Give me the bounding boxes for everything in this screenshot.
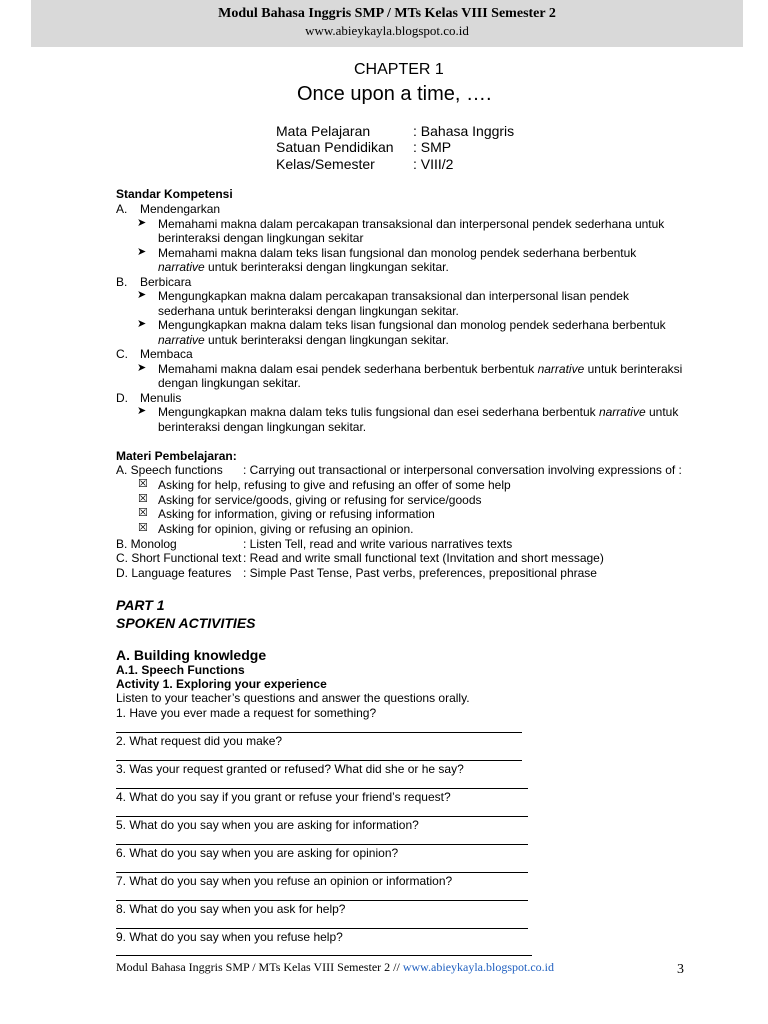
materi-sub-4: Asking for opinion, giving or refusing an opinion. [158,522,414,536]
standar-a-label: Mendengarkan [140,202,221,216]
section-sub: A.1. Speech Functions [116,663,245,677]
materi-title: Materi Pembelajaran: [116,449,237,463]
answer-line[interactable] [116,900,528,901]
question-5: 5. What do you say when you are asking for information? [116,818,419,832]
header-title: Modul Bahasa Inggris SMP / MTs Kelas VIII Semester 2 [218,6,556,21]
info-label-subject: Mata Pelajaran [276,123,371,139]
materi-c-value: : Read and write small functional text (Invitation and short message) [243,551,604,565]
standar-a-b1-l1: Memahami makna dalam percakapan transaksional dan interpersonal pendek sederhana untuk [158,217,665,231]
standar-c-b1-l1-a: Memahami makna dalam esai pendek sederhana berbentuk berbentuk [158,362,538,376]
page-number: 3 [677,962,684,977]
answer-line[interactable] [116,788,528,789]
checkbox-x-icon: ☒ [138,507,148,519]
question-6: 6. What do you say when you are asking for opinion? [116,846,399,860]
question-9: 9. What do you say when you refuse help? [116,930,343,944]
answer-line[interactable] [116,928,528,929]
info-value-subject: : Bahasa Inggris [413,123,515,139]
part-title: SPOKEN ACTIVITIES [116,615,256,631]
standar-c-b1-l1-b: untuk berinteraksi [584,362,683,376]
standar-b-b2-l2 [158,334,449,346]
section-title: A. Building knowledge [116,647,267,663]
info-value-class: : VIII/2 [413,156,454,172]
question-8: 8. What do you say when you ask for help? [116,902,346,916]
arrow-bullet-icon: ➤ [137,362,147,374]
activity-title: Activity 1. Exploring your experience [116,677,327,691]
standar-d-b1-l1 [158,406,678,418]
standar-a-letter: A. [116,202,128,216]
chapter-title: Once upon a time, …. [297,83,492,105]
materi-a-value: : Carrying out transactional or interpersonal conversation involving expressions of : [243,463,682,477]
em-narrative: narrative [598,405,646,419]
info-value-school: : SMP [413,139,452,155]
standar-b-b2-l2-rest: untuk berinteraksi dengan lingkungan sekitar. [204,333,449,347]
question-1: 1. Have you ever made a request for something? [116,706,377,720]
answer-line[interactable] [116,732,522,733]
standar-b-b2-l1: Mengungkapkan makna dalam teks lisan fungsional dan monolog pendek sederhana berbentuk [158,318,666,332]
question-3: 3. Was your request granted or refused? What did she or he say? [116,762,464,776]
standar-c-letter: C. [116,347,128,361]
arrow-bullet-icon: ➤ [137,405,147,417]
answer-line[interactable] [116,872,528,873]
question-7: 7. What do you say when you refuse an opinion or information? [116,874,453,888]
materi-a-label: A. Speech functions [116,463,223,477]
standar-b-letter: B. [116,275,128,289]
answer-line[interactable] [116,760,522,761]
standar-c-b1-l1 [158,363,682,375]
info-label-school: Satuan Pendidikan [276,139,394,155]
materi-sub-1: Asking for help, refusing to give and refusing an offer of some help [158,478,511,492]
standar-a-b2-l2 [158,261,449,273]
arrow-bullet-icon: ➤ [137,217,147,229]
arrow-bullet-icon: ➤ [137,246,147,258]
materi-sub-2: Asking for service/goods, giving or refusing for service/goods [158,493,482,507]
standar-c-b1-l2: dengan lingkungan sekitar. [158,376,301,390]
standar-a-b1-l2: berinteraksi dengan lingkungan sekitar [158,231,364,245]
em-narrative: narrative [537,362,585,376]
arrow-bullet-icon: ➤ [137,289,147,301]
checkbox-x-icon: ☒ [138,522,148,534]
standar-d-letter: D. [116,391,128,405]
question-2: 2. What request did you make? [116,734,283,748]
footer-text: Modul Bahasa Inggris SMP / MTs Kelas VIII Semester 2 // [116,960,403,974]
part-label: PART 1 [116,597,165,613]
page-footer [116,960,554,975]
checkbox-x-icon: ☒ [138,478,148,490]
standar-b-b1-l2: sederhana untuk berinteraksi dengan lingkungan sekitar. [158,304,459,318]
arrow-bullet-icon: ➤ [137,318,147,330]
standar-d-b1-l2: berinteraksi dengan lingkungan sekitar. [158,420,367,434]
materi-c-label: C. Short Functional text [116,551,242,565]
em-narrative: narrative [158,260,205,274]
answer-line[interactable] [116,844,528,845]
em-narrative: narrative [158,333,205,347]
info-label-class: Kelas/Semester [276,156,375,172]
standar-d-label: Menulis [140,391,182,405]
answer-line[interactable] [116,816,528,817]
question-4: 4. What do you say if you grant or refuse your friend’s request? [116,790,451,804]
page-header [31,0,743,47]
standar-b-label: Berbicara [140,275,192,289]
instruction: Listen to your teacher’s questions and answer the questions orally. [116,691,470,705]
header-url: www.abieykayla.blogspot.co.id [305,23,469,38]
standar-d-b1-l1-a: Mengungkapkan makna dalam teks tulis fungsional dan esei sederhana berbentuk [158,405,599,419]
materi-b-label: B. Monolog [116,537,177,551]
standar-d-b1-l1-b: untuk [645,405,679,419]
standar-a-b2-l2-rest: untuk berinteraksi dengan lingkungan sekitar. [204,260,449,274]
materi-b-value: : Listen Tell, read and write various narratives texts [243,537,513,551]
standar-c-label: Membaca [140,347,193,361]
standar-b-b1-l1: Mengungkapkan makna dalam percakapan transaksional dan interpersonal lisan pendek [158,289,629,303]
footer-link[interactable]: www.abieykayla.blogspot.co.id [402,960,555,974]
answer-line[interactable] [116,955,532,956]
checkbox-x-icon: ☒ [138,493,148,505]
materi-d-label: D. Language features [116,566,232,580]
chapter-label: CHAPTER 1 [354,61,444,78]
standar-title: Standar Kompetensi [116,187,233,201]
materi-sub-3: Asking for information, giving or refusing information [158,507,435,521]
standar-a-b2-l1: Memahami makna dalam teks lisan fungsional dan monolog pendek sederhana berbentuk [158,246,637,260]
materi-d-value: : Simple Past Tense, Past verbs, preferences, prepositional phrase [243,566,597,580]
